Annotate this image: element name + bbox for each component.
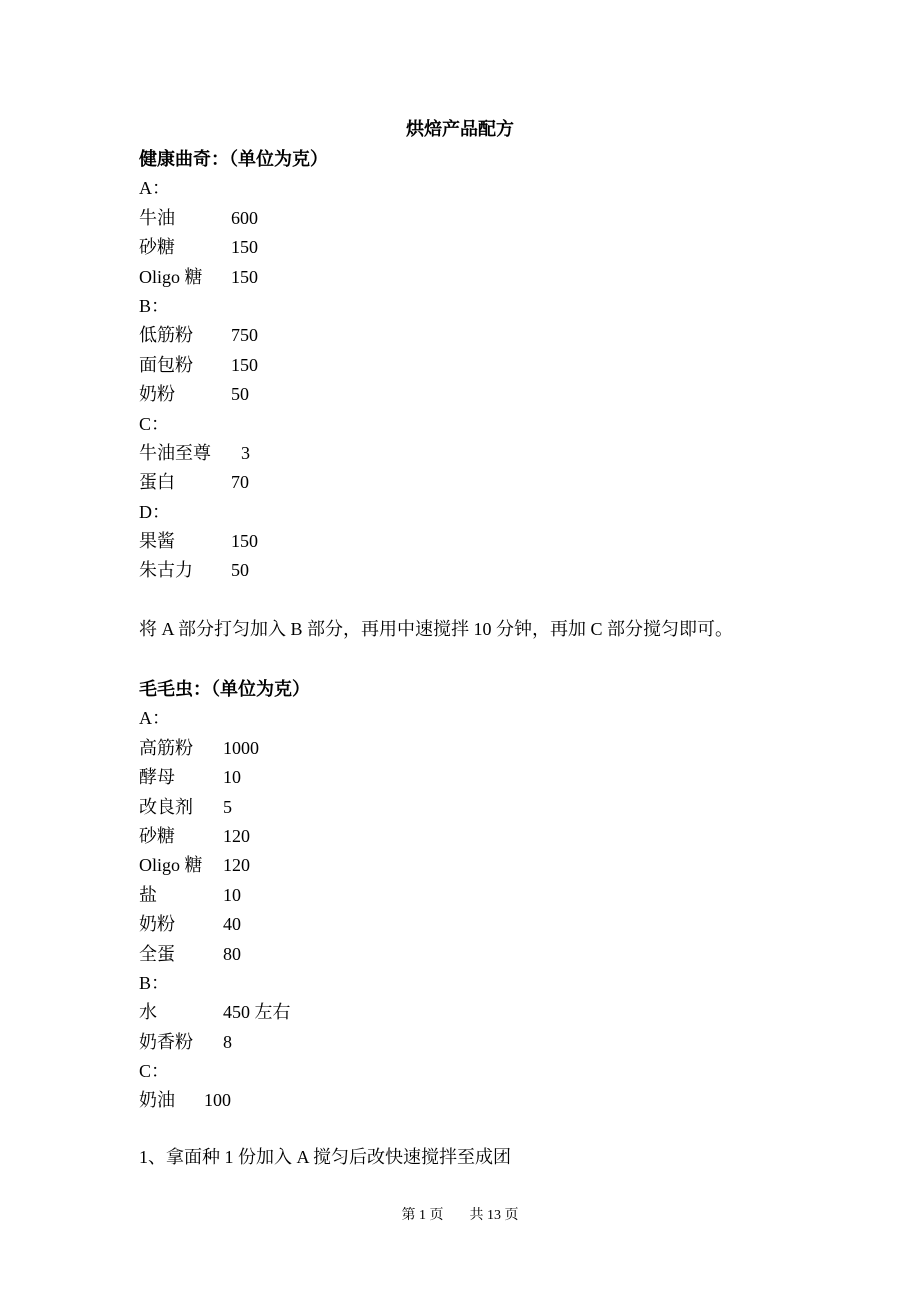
ingredient-row: Oligo 糖 120	[139, 855, 250, 876]
page-footer	[0, 1206, 920, 1226]
recipe-instruction: 1、拿面种 1 份加入 A 搅匀后改快速搅拌至成团	[139, 1147, 512, 1167]
ingredient-row: 果酱 150	[139, 531, 258, 552]
ingredient-row: 砂糖 150	[139, 237, 258, 258]
page-number: 第 1 页	[401, 1208, 444, 1223]
ingredient-row: 盐 10	[139, 884, 241, 905]
ingredient-row: 高筋粉 1000	[139, 737, 259, 758]
ingredient-row: 砂糖 120	[139, 825, 250, 846]
ingredient-row: 牛油至尊 3	[139, 442, 250, 463]
group-label: C：	[139, 413, 170, 434]
group-label: B：	[139, 295, 170, 316]
group-label: B：	[139, 972, 170, 993]
recipe-heading: 健康曲奇：（单位为克）	[139, 149, 328, 169]
ingredient-row: 改良剂 5	[139, 796, 232, 817]
ingredient-row: 蛋白 70	[139, 472, 249, 493]
ingredient-row: 面包粉 150	[139, 354, 258, 375]
ingredient-row: 奶油 100	[139, 1090, 231, 1111]
recipe-healthy-cookie	[139, 145, 328, 586]
recipe-caterpillar	[139, 675, 310, 1116]
group-label: A：	[139, 178, 170, 199]
group-label: C：	[139, 1061, 170, 1082]
ingredient-row: 低筋粉 750	[139, 325, 258, 346]
ingredient-row: 牛油 600	[139, 207, 258, 228]
ingredient-row: 奶粉 40	[139, 914, 241, 935]
recipe-heading: 毛毛虫：（单位为克）	[139, 679, 310, 699]
document-title: 烘焙产品配方	[406, 119, 514, 139]
ingredient-row: Oligo 糖 150	[139, 266, 258, 287]
ingredient-row: 全蛋 80	[139, 943, 241, 964]
ingredient-row: 朱古力 50	[139, 560, 249, 581]
recipe-instruction: 将 A 部分打匀加入 B 部分，再用中速搅拌 10 分钟，再加 C 部分搅匀即可。	[139, 619, 734, 639]
ingredient-row: 酵母 10	[139, 767, 241, 788]
ingredient-row: 奶香粉 8	[139, 1031, 232, 1052]
group-label: D：	[139, 501, 170, 522]
page-total: 共 13 页	[469, 1208, 519, 1223]
ingredient-row: 水 450 左右	[139, 1002, 291, 1023]
ingredient-row: 奶粉 50	[139, 384, 249, 405]
group-label: A：	[139, 708, 170, 729]
